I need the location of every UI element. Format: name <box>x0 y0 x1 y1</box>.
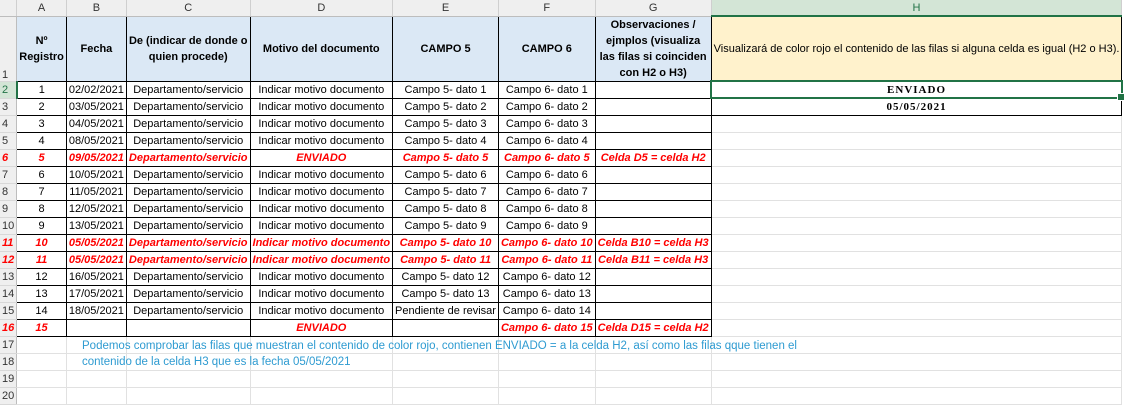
row-header-11[interactable]: 11 <box>0 234 17 251</box>
cell-d19[interactable] <box>250 370 393 387</box>
cell-a19[interactable] <box>17 370 67 387</box>
cell-d3[interactable]: Indicar motivo documento <box>250 98 393 115</box>
cell-e8[interactable]: Campo 5- dato 7 <box>393 183 499 200</box>
cell-f7[interactable]: Campo 6- dato 6 <box>498 166 595 183</box>
cell-h13[interactable] <box>711 268 1122 285</box>
cell-e6[interactable]: Campo 5- dato 5 <box>393 149 499 166</box>
explanation-line-2: contenido de la celda H3 que es la fecha 05/05/2021 <box>82 356 351 368</box>
cell-c10[interactable]: Departamento/servicio <box>126 217 250 234</box>
cell-f13[interactable]: Campo 6- dato 12 <box>498 268 595 285</box>
cell-d12[interactable]: Indicar motivo documento <box>250 251 393 268</box>
cell-d7[interactable]: Indicar motivo documento <box>250 166 393 183</box>
table-row <box>0 319 1122 336</box>
cell-h11[interactable] <box>711 234 1122 251</box>
table-row <box>0 149 1122 166</box>
cell-c20[interactable] <box>126 387 250 404</box>
cell-e14[interactable]: Campo 5- dato 13 <box>393 285 499 302</box>
cell-g20[interactable] <box>595 387 711 404</box>
cell-h4[interactable] <box>711 115 1122 132</box>
table-row <box>0 166 1122 183</box>
cell-e9[interactable]: Campo 5- dato 8 <box>393 200 499 217</box>
row-header-18[interactable]: 18 <box>0 353 17 370</box>
cell-e4[interactable]: Campo 5- dato 3 <box>393 115 499 132</box>
cell-d15[interactable]: Indicar motivo documento <box>250 302 393 319</box>
header-c[interactable]: De (indicar de donde o quien procede) <box>126 16 250 81</box>
table-row <box>0 132 1122 149</box>
cell-a2[interactable]: 1 <box>17 81 67 98</box>
cell-b7[interactable]: 10/05/2021 <box>66 166 126 183</box>
explanation-note <box>82 338 842 370</box>
cell-g15[interactable] <box>595 302 711 319</box>
cell-f9[interactable]: Campo 6- dato 8 <box>498 200 595 217</box>
row-header-6[interactable]: 6 <box>0 149 17 166</box>
cell-b20[interactable] <box>66 387 126 404</box>
cell-h3[interactable]: 05/05/2021 <box>711 98 1122 115</box>
cell-a10[interactable]: 9 <box>17 217 67 234</box>
cell-a8[interactable]: 7 <box>17 183 67 200</box>
cell-d14[interactable]: Indicar motivo documento <box>250 285 393 302</box>
column-header-g[interactable]: G <box>595 0 711 16</box>
cell-g14[interactable] <box>595 285 711 302</box>
cell-b11[interactable]: 05/05/2021 <box>66 234 126 251</box>
cell-f11[interactable]: Campo 6- dato 10 <box>498 234 595 251</box>
cell-h8[interactable] <box>711 183 1122 200</box>
cell-h6[interactable] <box>711 149 1122 166</box>
cell-c3[interactable]: Departamento/servicio <box>126 98 250 115</box>
cell-h16[interactable] <box>711 319 1122 336</box>
cell-h2-selected[interactable]: ENVIADO <box>711 81 1122 98</box>
cell-f4[interactable]: Campo 6- dato 3 <box>498 115 595 132</box>
header-h-note[interactable]: Visualizará de color rojo el contenido de las filas si alguna celda es igual (H2 o H3). <box>711 16 1122 81</box>
cell-c16[interactable] <box>126 319 250 336</box>
header-row <box>0 16 1122 81</box>
cell-g4[interactable] <box>595 115 711 132</box>
cell-d11[interactable]: Indicar motivo documento <box>250 234 393 251</box>
cell-a4[interactable]: 3 <box>17 115 67 132</box>
table-row <box>0 268 1122 285</box>
cell-f16[interactable]: Campo 6- dato 15 <box>498 319 595 336</box>
cell-f20[interactable] <box>498 387 595 404</box>
cell-b2[interactable]: 02/02/2021 <box>66 81 126 98</box>
row-header-15[interactable]: 15 <box>0 302 17 319</box>
table-row <box>0 217 1122 234</box>
cell-d2[interactable]: Indicar motivo documento <box>250 81 393 98</box>
table-row <box>0 302 1122 319</box>
cell-d10[interactable]: Indicar motivo documento <box>250 217 393 234</box>
header-f[interactable]: CAMPO 6 <box>498 16 595 81</box>
sheet-row-19 <box>0 370 1122 387</box>
cell-g11[interactable]: Celda B10 = celda H3 <box>595 234 711 251</box>
cell-g10[interactable] <box>595 217 711 234</box>
row-header-8[interactable]: 8 <box>0 183 17 200</box>
cell-h20[interactable] <box>711 387 1122 404</box>
row-header-16[interactable]: 16 <box>0 319 17 336</box>
cell-g16[interactable]: Celda D15 = celda H2 <box>595 319 711 336</box>
cell-e12[interactable]: Campo 5- dato 11 <box>393 251 499 268</box>
cell-e13[interactable]: Campo 5- dato 12 <box>393 268 499 285</box>
cell-c2[interactable]: Departamento/servicio <box>126 81 250 98</box>
cell-e2[interactable]: Campo 5- dato 1 <box>393 81 499 98</box>
cell-f8[interactable]: Campo 6- dato 7 <box>498 183 595 200</box>
cell-b9[interactable]: 12/05/2021 <box>66 200 126 217</box>
cell-d13[interactable]: Indicar motivo documento <box>250 268 393 285</box>
row-header-5[interactable]: 5 <box>0 132 17 149</box>
cell-a12[interactable]: 11 <box>17 251 67 268</box>
table-row <box>0 234 1122 251</box>
data-rows <box>0 81 1122 336</box>
cell-h10[interactable] <box>711 217 1122 234</box>
row-header-13[interactable]: 13 <box>0 268 17 285</box>
cell-f14[interactable]: Campo 6- dato 13 <box>498 285 595 302</box>
cell-c8[interactable]: Departamento/servicio <box>126 183 250 200</box>
row-header-9[interactable]: 9 <box>0 200 17 217</box>
column-header-e[interactable]: E <box>393 0 499 16</box>
cell-c11[interactable]: Departamento/servicio <box>126 234 250 251</box>
column-header-row <box>0 0 1122 16</box>
cell-d20[interactable] <box>250 387 393 404</box>
table-row <box>0 115 1122 132</box>
header-a[interactable]: Nº Registro <box>17 16 67 81</box>
sheet-row-20 <box>0 387 1122 404</box>
cell-e10[interactable]: Campo 5- dato 9 <box>393 217 499 234</box>
cell-b13[interactable]: 16/05/2021 <box>66 268 126 285</box>
cell-a13[interactable]: 12 <box>17 268 67 285</box>
row-header-4[interactable]: 4 <box>0 115 17 132</box>
select-all-corner[interactable] <box>0 0 17 16</box>
cell-b16[interactable] <box>66 319 126 336</box>
cell-c12[interactable]: Departamento/servicio <box>126 251 250 268</box>
cell-d4[interactable]: Indicar motivo documento <box>250 115 393 132</box>
column-header-a[interactable]: A <box>17 0 67 16</box>
cell-h19[interactable] <box>711 370 1122 387</box>
cell-d9[interactable]: Indicar motivo documento <box>250 200 393 217</box>
cell-g6[interactable]: Celda D5 = celda H2 <box>595 149 711 166</box>
cell-g12[interactable]: Celda B11 = celda H3 <box>595 251 711 268</box>
cell-h7[interactable] <box>711 166 1122 183</box>
cell-c19[interactable] <box>126 370 250 387</box>
cell-f6[interactable]: Campo 6- dato 5 <box>498 149 595 166</box>
cell-e5[interactable]: Campo 5- dato 4 <box>393 132 499 149</box>
cell-c6[interactable]: Departamento/servicio <box>126 149 250 166</box>
column-header-b[interactable]: B <box>66 0 126 16</box>
cell-c14[interactable]: Departamento/servicio <box>126 285 250 302</box>
cell-e20[interactable] <box>393 387 499 404</box>
row-header-3[interactable]: 3 <box>0 98 17 115</box>
cell-f3[interactable]: Campo 6- dato 2 <box>498 98 595 115</box>
row-header-12[interactable]: 12 <box>0 251 17 268</box>
cell-a17[interactable] <box>17 336 67 353</box>
cell-c4[interactable]: Departamento/servicio <box>126 115 250 132</box>
cell-b14[interactable]: 17/05/2021 <box>66 285 126 302</box>
cell-a11[interactable]: 10 <box>17 234 67 251</box>
header-e[interactable]: CAMPO 5 <box>393 16 499 81</box>
table-row <box>0 81 1122 98</box>
cell-f19[interactable] <box>498 370 595 387</box>
cell-g3[interactable] <box>595 98 711 115</box>
cell-a14[interactable]: 13 <box>17 285 67 302</box>
cell-e16[interactable] <box>393 319 499 336</box>
row-header-2[interactable]: 2 <box>0 81 17 98</box>
cell-a20[interactable] <box>17 387 67 404</box>
cell-f15[interactable]: Campo 6- dato 14 <box>498 302 595 319</box>
table-row <box>0 98 1122 115</box>
cell-b4[interactable]: 04/05/2021 <box>66 115 126 132</box>
cell-g19[interactable] <box>595 370 711 387</box>
cell-f5[interactable]: Campo 6- dato 4 <box>498 132 595 149</box>
cell-c5[interactable]: Departamento/servicio <box>126 132 250 149</box>
column-header-d[interactable]: D <box>250 0 393 16</box>
cell-b5[interactable]: 08/05/2021 <box>66 132 126 149</box>
cell-g13[interactable] <box>595 268 711 285</box>
row-header-7[interactable]: 7 <box>0 166 17 183</box>
cell-c9[interactable]: Departamento/servicio <box>126 200 250 217</box>
row-header-17[interactable]: 17 <box>0 336 17 353</box>
cell-e7[interactable]: Campo 5- dato 6 <box>393 166 499 183</box>
cell-h9[interactable] <box>711 200 1122 217</box>
table-row <box>0 285 1122 302</box>
cell-c7[interactable]: Departamento/servicio <box>126 166 250 183</box>
cell-e19[interactable] <box>393 370 499 387</box>
cell-b15[interactable]: 18/05/2021 <box>66 302 126 319</box>
cell-a18[interactable] <box>17 353 67 370</box>
table-row <box>0 251 1122 268</box>
cell-b12[interactable]: 05/05/2021 <box>66 251 126 268</box>
cell-h15[interactable] <box>711 302 1122 319</box>
cell-g7[interactable] <box>595 166 711 183</box>
column-header-f[interactable]: F <box>498 0 595 16</box>
row-header-1[interactable]: 1 <box>0 16 17 81</box>
row-header-20[interactable]: 20 <box>0 387 17 404</box>
cell-a16[interactable]: 15 <box>17 319 67 336</box>
header-b[interactable]: Fecha <box>66 16 126 81</box>
cell-b3[interactable]: 03/05/2021 <box>66 98 126 115</box>
cell-a15[interactable]: 14 <box>17 302 67 319</box>
cell-d16[interactable]: ENVIADO <box>250 319 393 336</box>
row-header-19[interactable]: 19 <box>0 370 17 387</box>
cell-a5[interactable]: 4 <box>17 132 67 149</box>
explanation-line-1: Podemos comprobar las filas que muestran el contenido de color rojo, contienen ENVIADO = a la celda H2, así como las filas qque tienen el <box>82 340 797 352</box>
cell-g5[interactable] <box>595 132 711 149</box>
cell-e3[interactable]: Campo 5- dato 2 <box>393 98 499 115</box>
cell-g9[interactable] <box>595 200 711 217</box>
cell-b19[interactable] <box>66 370 126 387</box>
cell-f12[interactable]: Campo 6- dato 11 <box>498 251 595 268</box>
row-header-14[interactable]: 14 <box>0 285 17 302</box>
cell-b6[interactable]: 09/05/2021 <box>66 149 126 166</box>
cell-e15[interactable]: Pendiente de revisar <box>393 302 499 319</box>
row-header-10[interactable]: 10 <box>0 217 17 234</box>
column-header-c[interactable]: C <box>126 0 250 16</box>
cell-b10[interactable]: 13/05/2021 <box>66 217 126 234</box>
cell-d6[interactable]: ENVIADO <box>250 149 393 166</box>
cell-g2[interactable] <box>595 81 711 98</box>
cell-c13[interactable]: Departamento/servicio <box>126 268 250 285</box>
cell-c15[interactable]: Departamento/servicio <box>126 302 250 319</box>
cell-h14[interactable] <box>711 285 1122 302</box>
cell-d5[interactable]: Indicar motivo documento <box>250 132 393 149</box>
cell-a6[interactable]: 5 <box>17 149 67 166</box>
column-header-h[interactable]: H <box>711 0 1122 16</box>
header-d[interactable]: Motivo del documento <box>250 16 393 81</box>
cell-f10[interactable]: Campo 6- dato 9 <box>498 217 595 234</box>
cell-d8[interactable]: Indicar motivo documento <box>250 183 393 200</box>
table-row <box>0 200 1122 217</box>
header-g[interactable]: Observaciones / ejmplos (visualiza las filas si coinciden con H2 o H3) <box>595 16 711 81</box>
cell-h5[interactable] <box>711 132 1122 149</box>
cell-g8[interactable] <box>595 183 711 200</box>
cell-h12[interactable] <box>711 251 1122 268</box>
cell-b8[interactable]: 11/05/2021 <box>66 183 126 200</box>
cell-a7[interactable]: 6 <box>17 166 67 183</box>
cell-a3[interactable]: 2 <box>17 98 67 115</box>
cell-a9[interactable]: 8 <box>17 200 67 217</box>
cell-f2[interactable]: Campo 6- dato 1 <box>498 81 595 98</box>
cell-e11[interactable]: Campo 5- dato 10 <box>393 234 499 251</box>
table-row <box>0 183 1122 200</box>
